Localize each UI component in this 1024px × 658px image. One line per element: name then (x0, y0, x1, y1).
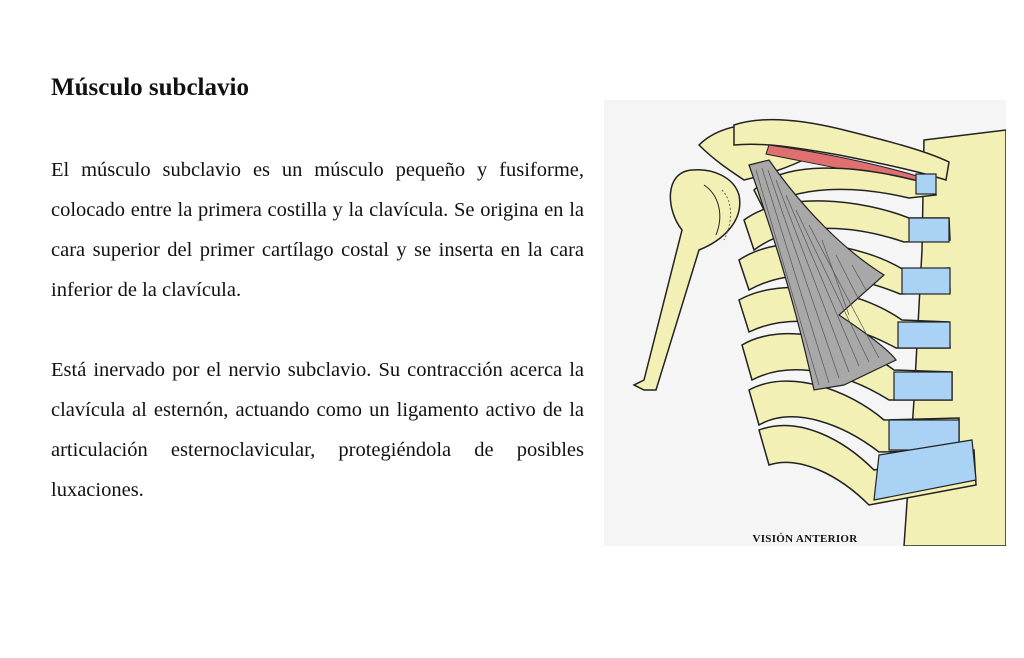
paragraph-description: El músculo subclavio es un músculo pequeño y fusiforme, colocado entre la primera costilla y la clavícula. Se origina en la cara superior del primer cartílago costal y se inserta en la cara inferior de la clavícula. (51, 159, 584, 301)
anatomy-figure (604, 100, 1006, 546)
shoulder-illustration (604, 100, 1006, 546)
figure-caption: VISIÓN ANTERIOR (752, 533, 858, 545)
page-title: Músculo subclavio (51, 74, 249, 101)
paragraph-innervation: Está inervado por el nervio subclavio. Su contracción acerca la clavícula al esternón, actuando como un ligamento activo de la articulación esternoclavicular, protegiéndola de posibles luxaciones. (51, 359, 584, 501)
text-column (51, 150, 584, 550)
humerus (634, 170, 740, 390)
